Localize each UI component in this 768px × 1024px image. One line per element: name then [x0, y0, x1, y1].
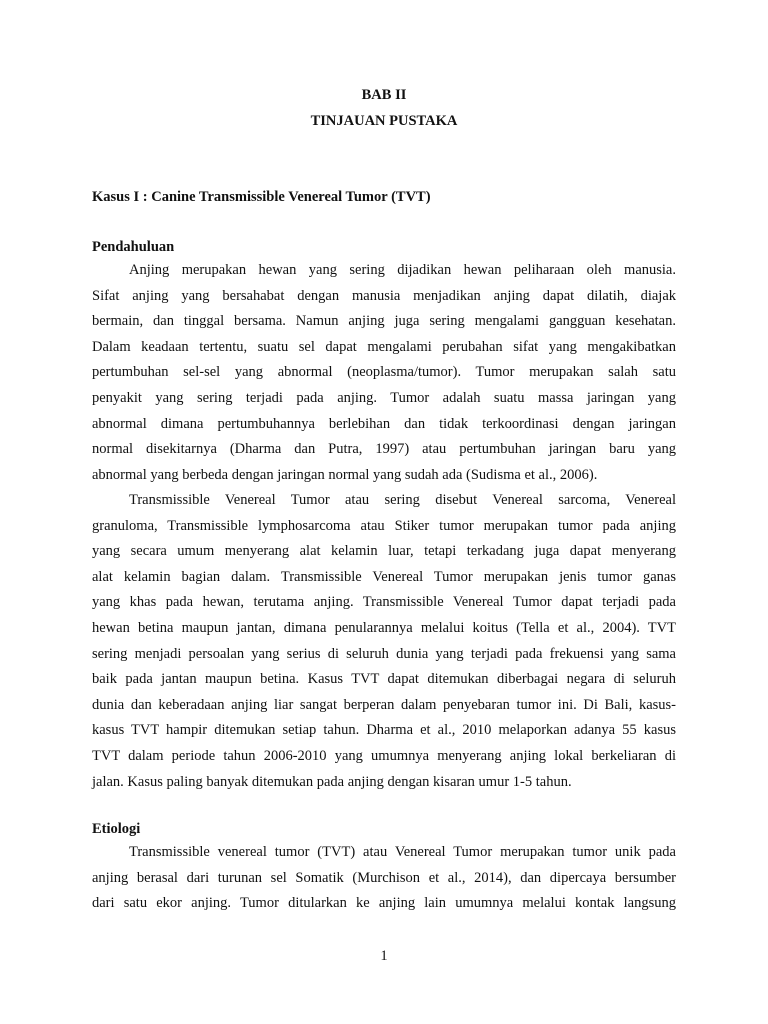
- text-line: anjing berasal dari turunan sel Somatik (Murchison et al., 2014), dan dipercaya bersumber: [92, 869, 676, 886]
- text-line: Sifat anjing yang bersahabat dengan manusia menjadikan anjing dapat dilatih, diajak: [92, 287, 676, 304]
- text-line: kasus TVT hampir ditemukan setiap tahun. Dharma et al., 2010 melaporkan adanya 55 kasus: [92, 722, 676, 739]
- chapter-label: BAB II: [361, 87, 407, 103]
- text-line: dunia dan keberadaan anjing liar sangat berperan dalam penyebaran tumor ini. Di Bali, kasus-: [92, 696, 676, 713]
- text-line: TVT dalam periode tahun 2006-2010 yang umumnya menyerang anjing lokal berkeliaran di: [92, 747, 676, 764]
- text-line: alat kelamin bagian dalam. Transmissible Venereal Tumor merupakan jenis tumor ganas: [92, 568, 676, 585]
- paragraph-pendahuluan-2: [92, 488, 676, 795]
- section-heading-etiologi: Etiologi: [92, 821, 141, 837]
- text-line: normal disekitarnya (Dharma dan Putra, 1997) atau pertumbuhan jaringan baru yang: [92, 441, 676, 458]
- paragraph-etiologi-1: [92, 840, 676, 917]
- text-line: penyakit yang sering terjadi pada anjing. Tumor adalah suatu massa jaringan yang: [92, 389, 676, 406]
- text-line: abnormal yang berbeda dengan jaringan normal yang sudah ada (Sudisma et al., 2006).: [92, 466, 598, 483]
- text-line: granuloma, Transmissible lymphosarcoma atau Stiker tumor merupakan tumor pada anjing: [92, 517, 676, 534]
- text-line: sering menjadi persoalan yang serius di seluruh dunia yang terjadi pada frekuensi yang sama: [92, 645, 676, 662]
- text-line: hewan betina maupun jantan, dimana penularannya melalui koitus (Tella et al., 2004). TVT: [92, 619, 676, 636]
- paragraph-pendahuluan-1: [92, 258, 676, 488]
- text-line: Dalam keadaan tertentu, suatu sel dapat mengalami perubahan sifat yang mengakibatkan: [92, 338, 676, 355]
- text-line: abnormal dimana pertumbuhannya berlebihan dan tidak terkoordinasi dengan jaringan: [92, 415, 676, 432]
- text-line: yang khas pada hewan, terutama anjing. Transmissible Venereal Tumor dapat terjadi pada: [92, 594, 676, 611]
- text-line: baik pada jantan maupun betina. Kasus TVT dapat ditemukan diberbagai negara di seluruh: [92, 671, 676, 688]
- section-heading-pendahuluan: Pendahuluan: [92, 239, 175, 255]
- text-line: Transmissible venereal tumor (TVT) atau Venereal Tumor merupakan tumor unik pada: [129, 844, 676, 860]
- case-title: Kasus I : Canine Transmissible Venereal Tumor (TVT): [92, 189, 431, 205]
- text-line: jalan. Kasus paling banyak ditemukan pada anjing dengan kisaran umur 1-5 tahun.: [92, 773, 572, 790]
- text-line: yang secara umum menyerang alat kelamin luar, tetapi terkadang juga dapat menyerang: [92, 543, 676, 560]
- text-line: pertumbuhan sel-sel yang abnormal (neoplasma/tumor). Tumor merupakan salah satu: [92, 364, 676, 381]
- text-line: Anjing merupakan hewan yang sering dijadikan hewan peliharaan oleh manusia.: [129, 262, 676, 278]
- chapter-title: TINJAUAN PUSTAKA: [310, 113, 458, 129]
- text-line: dari satu ekor anjing. Tumor ditularkan ke anjing lain umumnya melalui kontak langsung: [92, 895, 676, 912]
- text-line: bermain, dan tinggal bersama. Namun anjing juga sering mengalami gangguan kesehatan.: [92, 313, 676, 330]
- text-line: Transmissible Venereal Tumor atau sering disebut Venereal sarcoma, Venereal: [129, 492, 676, 508]
- page-number: 1: [380, 948, 388, 964]
